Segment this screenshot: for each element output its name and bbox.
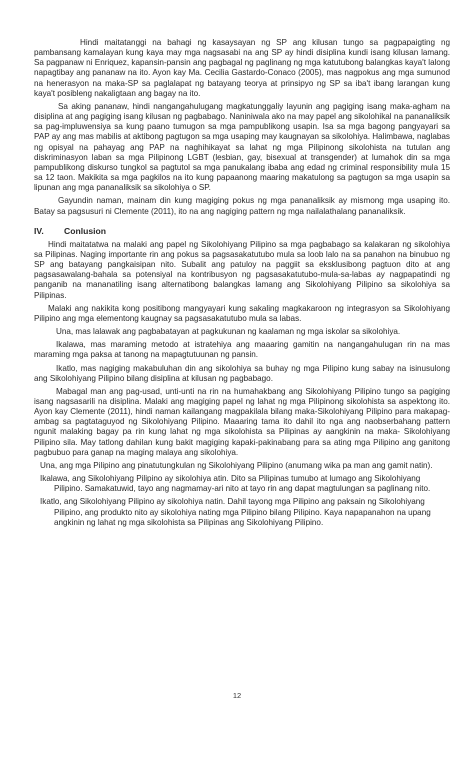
section-number: IV. <box>34 225 44 236</box>
paragraph-aking-pananaw: Sa aking pananaw, hindi nangangahulugang magkatunggaliy layunin ang pagiging isang maka-agham na disiplina at ang pagiging isang kilusan ng pagbabago. Naniniwala ako na may papel ang sikolohikal na pananaliksik sa pag-impluwensiya sa kung paano tumugon sa mga pampublikong usapin. Isa sa mga bagong pangyayari sa PAP ay ang mas mabilis at aktibong pagtugon sa mga usaping may kaugnayan sa sikolohiya. Halimbawa, naglabas ng opisyal na pahayag ang PAP na naghihikayat sa lahat ng mga Pilipinong sikolohista na tutulan ang diskriminasyon laban sa mga Pilipinong LGBT (lesbian, gay, bisexual at transgender) at lumahok din sa mga pampublikong diskurso tungkol sa pagtutol sa mga panukalang ibaba ang edad ng criminal responsibility mula 15 sa 12 taon. Makikita sa mga pagkilos na ito kung papaanong maaring makatulong sa pagtugon sa mga usapin sa lipunan ang mga pananaliksik sa sikolohiya o SP. <box>34 101 450 193</box>
paragraph-integrasyon: Malaki ang nakikita kong positibong mangyayari kung sakaling magkakaroon ng integrasyon sa Sikolohiyang Pilipino ang mga elementong kaugnay sa pagsasakatutubo mula sa labas. <box>34 303 450 323</box>
page-number: 12 <box>232 691 242 700</box>
paragraph-una: Una, mas lalawak ang pagbabatayan at pagkukunan ng kaalaman ng mga iskolar sa sikolohiya. <box>56 327 401 337</box>
reason-item-ikatlo: Ikatlo, ang Sikolohiyang Pilipino ay sikolohiya natin. Dahil tayong mga Pilipino ang paksain ng Sikolohiyang Pilipino, ang produkto nito ay sikolohiya nating mga Pilipino bilang Pilipino. Kaya napapanahon na upang angkinin ng lahat ng mga sikolohista sa Pilipinas ang Sikolohiyang Pilipino. <box>40 497 431 527</box>
section-title: Conlusion <box>64 225 107 236</box>
reason-item-ikalawa: Ikalawa, ang Sikolohiyang Pilipino ay sikolohiya atin. Dito sa Pilipinas tumubo at lumago ang Sikolohiyang Pilipino. Samakatuwid, tayo ang nagmamay-ari nito at tayo rin ang dapat magtulungan sa paglinang nito. <box>40 474 431 494</box>
reason-item-una: Una, ang mga Pilipino ang pinatutungkulan ng Sikolohiyang Pilipino (anumang wika pa man ang gamit natin). <box>40 460 433 470</box>
paragraph-ikalawa: Ikalawa, mas maraming metodo at istratehiya ang maaaring gamitin na nangangahulugan rin na mas maraming mga paksa at tanong na mapagtutuunan ng pansin. <box>34 340 450 360</box>
paragraph-ikatlo: Ikatlo, mas nagiging makabuluhan din ang sikolohiya sa buhay ng mga Pilipino kung sabay na isinusulong ang Sikolohiyang Pilipino bilang disiplina at kilusan ng pagbabago. <box>34 363 450 383</box>
section-heading <box>34 226 450 236</box>
paragraph-gayundin: Gayundin naman, mainam din kung magiging pokus ng mga pananaliksik ay mismong mga usaping ito. Batay sa pagsusuri ni Clemente (2011), ito na ang nagiging pattern ng mga nailalathalang pananaliksik. <box>34 196 450 216</box>
paragraph-mabagal: Mabagal man ang pag-usad, unti-unti na rin na humahakbang ang Sikolohiyang Pilipino tungo sa pagiging isang nagsasarili na disiplina. Malaki ang magiging papel ng lahat ng mga Pilipinong sikolohista sa aspektong ito. Ayon kay Clemente (2011), hindi naman kailangang magpakilala bilang maka-Sikolohiyang Pilipino para makapag-ambag sa pagtataguyod ng Sikolohiyang Pilipino. Maaaring tama ito dahil ito nga ang naobserbahang pattern ngunit malaking bagay pa rin kung lahat ng mga sikolohista sa Pilipinas ay aangkinin na maka- Sikolohiyang Pilipino sila. May tatlong dahilan kung bakit magiging kapaki-pakinabang para sa ating mga Pilipino ang ganitong pagbubuo para ganap na maging malaya ang sikolohiya. <box>34 386 450 457</box>
paragraph-sp-kilusan: Hindi maitatanggi na bahagi ng kasaysayan ng SP ang kilusan tungo sa pagpapaigting ng pambansang kamalayan kung kaya may mga nagsasabi na ang SP ay hindi disiplina kundi isang kilusan lamang. Sa pagpanaw ni Enriquez, kapansin-pansin ang pagbagal ng paglinang ng mga katutubong balangkas kaya't lalong napagtibay ang pananaw na ito. Ayon kay Ma. Cecilia Gastardo-Conaco (2005), mas nagpokus ang mga sumunod na henerasyon na maka-SP sa paglalapat ng batayang teorya at prinsipyo ng SP sa iba't ibang larangan kung kaya't posibleng nakaligtaan ang bagay na ito. <box>34 38 450 98</box>
paragraph-conclusion-intro: Hindi maitatatwa na malaki ang papel ng Sikolohiyang Pilipino sa mga pagbabago sa kalakaran ng sikolohiya sa Pilipinas. Naging importante rin ang pokus sa pagsasakatutubo mula sa loob lalo na sa panahon na binubuo ng SP ang batayang pangkaisipan nito. Subalit ang patuloy na paggiit sa eksklusibong pagtuon dito at ang pagsasawalang-bahala sa potensiyal na kontribusyon ng pagsasakatutubo-mula-sa-labas ay nagpapatindi ng panganib na mananatiling isang alternatibong balangkas lamang ang Sikolohiyang Pilipino sa sikolohiya sa Pilipinas. <box>34 239 450 300</box>
page-content <box>34 38 450 531</box>
